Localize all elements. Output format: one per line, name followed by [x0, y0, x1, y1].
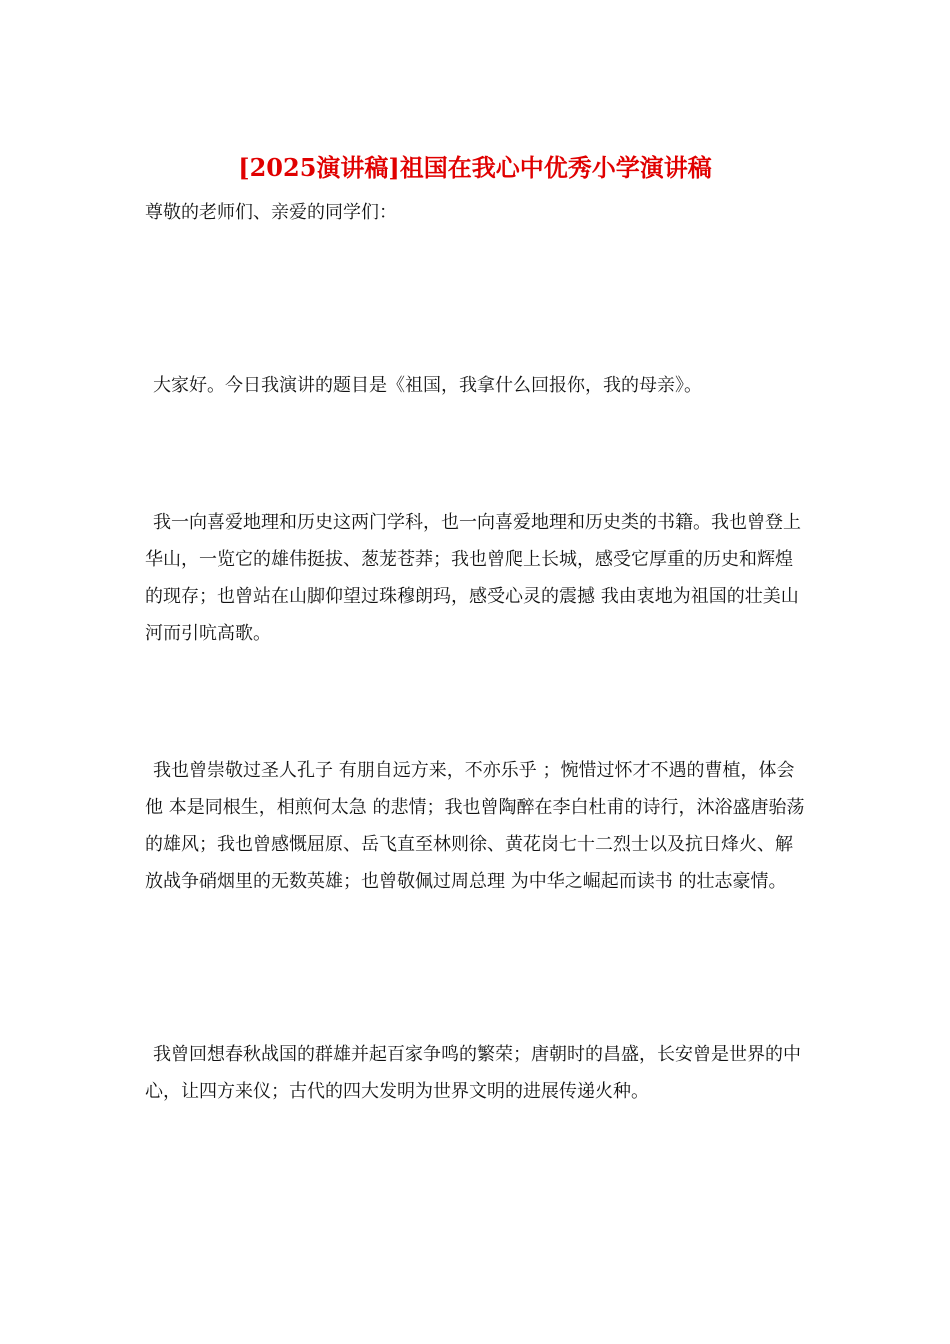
paragraph-history-figures: 我也曾崇敬过圣人孔子 有朋自远方来，不亦乐乎 ；惋惜过怀才不遇的曹植，体会他 本是同根生，相煎何太急 的悲情；我也曾陶醉在李白杜甫的诗行，沐浴盛唐骀荡的雄风；我也曾感慨屈原、岳飞直至林则徐、黄花岗七十二烈士以及抗日烽火、解放战争硝烟里的无数英雄；也曾敬佩过周总理 为中华之崛起而读书 的壮志豪情。 — [145, 760, 805, 892]
paragraph-civilization: 我曾回想春秋战国的群雄并起百家争鸣的繁荣；唐朝时的昌盛，长安曾是世界的中心，让四方来仪；古代的四大发明为世界文明的进展传递火种。 — [145, 1044, 801, 1102]
paragraph-geography: 我一向喜爱地理和历史这两门学科，也一向喜爱地理和历史类的书籍。我也曾登上华山，一览它的雄伟挺拔、葱茏苍莽；我也曾爬上长城，感受它厚重的历史和辉煌的现存；也曾站在山脚仰望过珠穆朗玛，感受心灵的震撼 我由衷地为祖国的壮美山河而引吭高歌。 — [145, 512, 801, 644]
paragraph-intro: 大家好。今日我演讲的题目是《祖国，我拿什么回报你，我的母亲》。 — [153, 375, 702, 396]
greeting-line: 尊敬的老师们、亲爱的同学们： — [145, 202, 397, 223]
document-title: [2025演讲稿]祖国在我心中优秀小学演讲稿 — [238, 153, 712, 182]
